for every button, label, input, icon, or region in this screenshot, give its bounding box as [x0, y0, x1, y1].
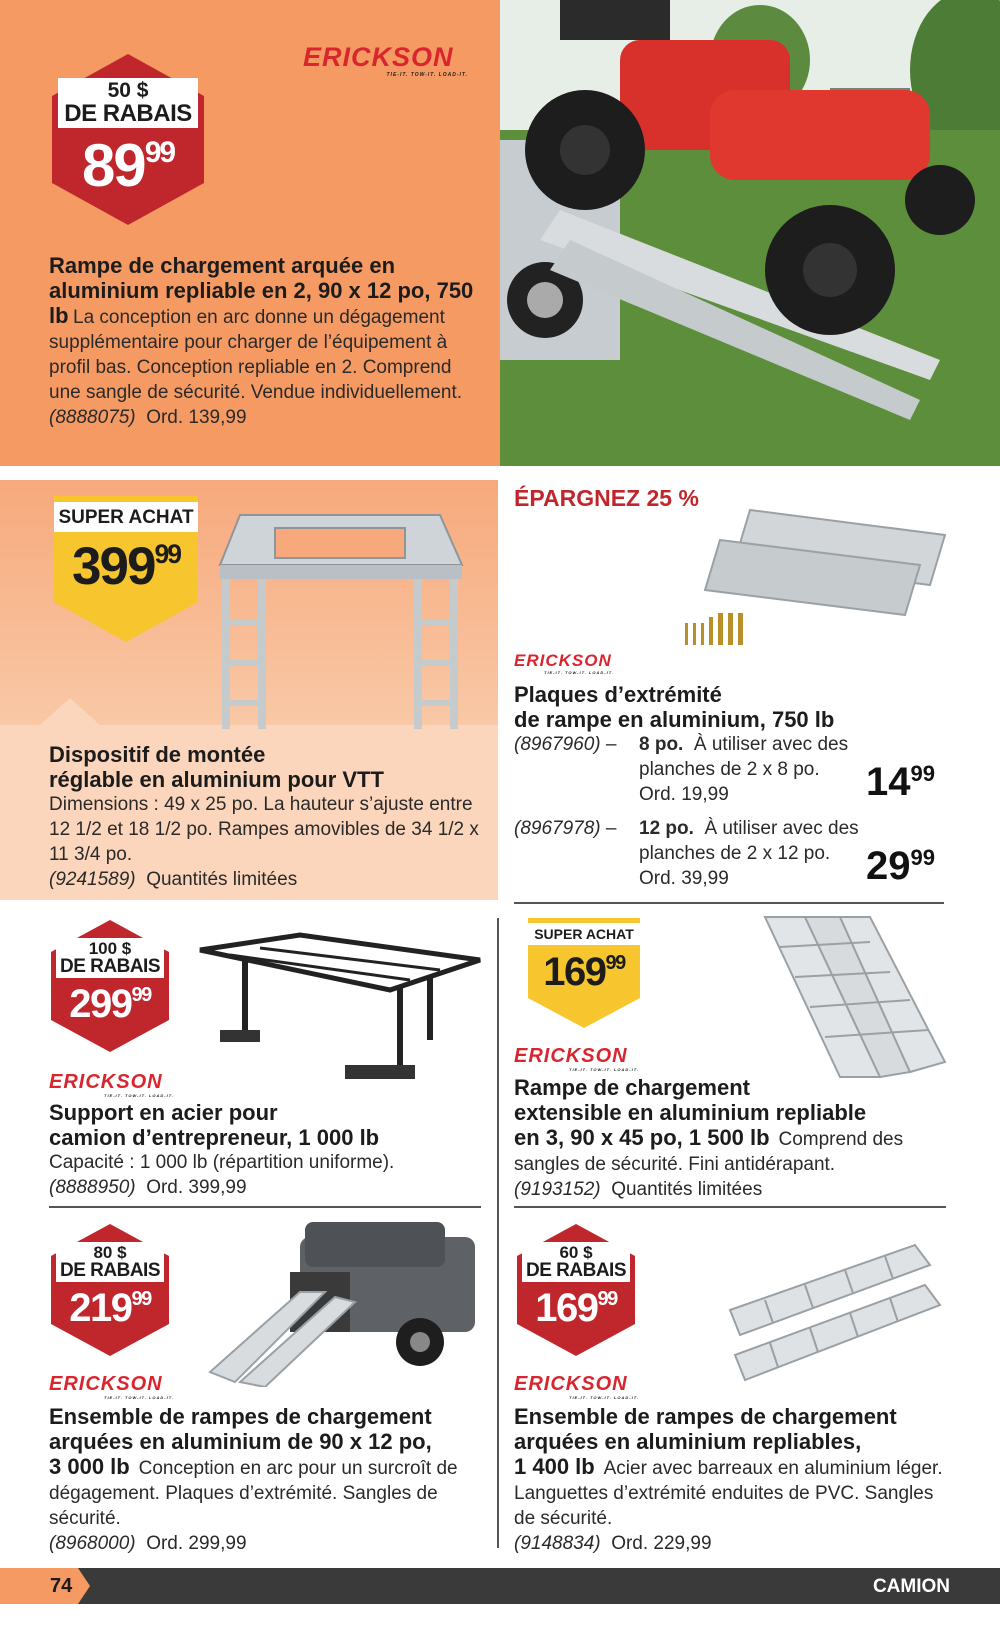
truck-ramps-image [205, 1222, 480, 1387]
savings-headline: ÉPARGNEZ 25 % [514, 485, 699, 511]
price-12po: $29^{99}$ [866, 844, 935, 888]
product-1-info: Rampe de chargement arquée en aluminium repliable en 2, 90 x 12 po, 750 lb La conception en arc donne un dégagement supplémentaire pour charger de l’équipement à profil bas. Conception repliable en 2. Comprend une sangle de sécurité. Vendue individuellement. (8888075) Ord. 139,99 [49, 253, 474, 428]
page-number: 74 [50, 1575, 73, 1597]
super-achat-badge: SUPER ACHAT $399^{99}$ [42, 496, 210, 644]
brand-logo: ERICKSON TIE-IT. TOW-IT. LOAD-IT. [303, 42, 468, 78]
product-2-info: Dispositif de montée réglable en aluminium pour VTT Dimensions : 49 x 25 po. La hauteur s’ajuste entre 12 1/2 et 18 1/2 po. Rampes amovibles de 34 1/2 x 11 3/4 po. (9241589) Quantités limitées [49, 742, 479, 890]
product-2-title: Dispositif de montée [49, 742, 266, 767]
product-1-desc: La conception en arc donne un dégagement supplémentaire pour charger de l’équipement à profil bas. Conception repliable en 2. Comprend une sangle de sécurité. Vendue individuellement. [49, 307, 463, 403]
discount-badge: 60 $ DE RABAIS $169^{99}$ [514, 1222, 638, 1358]
product-4-title: Support en acier pour [49, 1100, 278, 1125]
divider [514, 1206, 946, 1208]
product-7-title: Ensemble de rampes de chargement [514, 1404, 897, 1429]
section-name: CAMION [872, 1576, 950, 1597]
brand-logo: ERICKSON TIE-IT. TOW-IT. LOAD-IT. [49, 1373, 174, 1400]
footer-bar [0, 1568, 1000, 1604]
product-1-title: Rampe de chargement arquée en aluminium repliable en 2, 90 x 12 po, 750 lb [49, 253, 474, 328]
brand-logo: ERICKSON TIE-IT. TOW-IT. LOAD-IT. [514, 651, 614, 675]
folding-ramps-image [725, 1240, 950, 1390]
vertical-divider [497, 918, 499, 1548]
product-5-title: Rampe de chargement [514, 1075, 750, 1100]
brand-logo: ERICKSON TIE-IT. TOW-IT. LOAD-IT. [49, 1071, 174, 1098]
product-6-info: Ensemble de rampes de chargement arquées en aluminium de 90 x 12 po, 3 000 lb Conception en arc pour un surcroît de dégagement. Plaques d’extrémité. Sangles de sécurité. (8968000) Ord. 299,99 [49, 1404, 484, 1556]
page-number-tab [0, 1568, 90, 1604]
product-4-info: Support en acier pour camion d’entrepreneur, 1 000 lb Capacité : 1 000 lb (répartition uniforme). (8888950) Ord. 399,99 [49, 1100, 479, 1200]
discount-badge: 100 $ DE RABAIS $299^{99}$ [48, 918, 172, 1054]
product-2-desc: Dimensions : 49 x 25 po. La hauteur s’ajuste entre 12 1/2 et 18 1/2 po. Rampes amovibles de 34 1/2 x 11 3/4 po. [49, 794, 479, 865]
divider [514, 902, 944, 904]
truck-rack-image [190, 930, 485, 1095]
product-3-info: Plaques d’extrémité de rampe en aluminium, 750 lb [514, 682, 954, 732]
variant-12po: 12 po. À utiliser avec des planches de 2 x 12 po. Ord. 39,99 [639, 818, 859, 889]
product-5-info: Rampe de chargement extensible en aluminium repliable en 3, 90 x 45 po, 1 500 lb Comprend des sangles de sécurité. Fini antidérapant. (9193152) Quantités limitées [514, 1075, 954, 1202]
climb-device-image [200, 510, 480, 730]
discount-badge: 50 $ DE RABAIS $89^{99}$ [48, 52, 208, 227]
divider [49, 1206, 481, 1208]
extensible-ramp-image [760, 912, 950, 1082]
product-6-title: Ensemble de rampes de chargement [49, 1404, 432, 1429]
end-plates-image [670, 505, 950, 655]
brand-logo: ERICKSON TIE-IT. TOW-IT. LOAD-IT. [514, 1045, 639, 1072]
brand-logo: ERICKSON TIE-IT. TOW-IT. LOAD-IT. [514, 1373, 639, 1400]
product-4-desc: Capacité : 1 000 lb (répartition uniforme). [49, 1152, 395, 1173]
super-achat-badge: SUPER ACHAT $169^{99}$ [520, 918, 648, 1030]
variant-8po: 8 po. À utiliser avec des planches de 2 x 8 po. Ord. 19,99 [639, 734, 849, 805]
price-8po: $14^{99}$ [866, 760, 935, 804]
product-7-info: Ensemble de rampes de chargement arquées en aluminium repliables, 1 400 lb Acier avec barreaux en aluminium léger. Languettes d’extrémité enduites de PVC. Sangles de sécurité. (9148834) Ord. 229,99 [514, 1404, 954, 1556]
product-3-title: Plaques d’extrémité [514, 682, 722, 707]
atv-ramp-photo [500, 0, 1000, 466]
discount-badge: 80 $ DE RABAIS $219^{99}$ [48, 1222, 172, 1358]
